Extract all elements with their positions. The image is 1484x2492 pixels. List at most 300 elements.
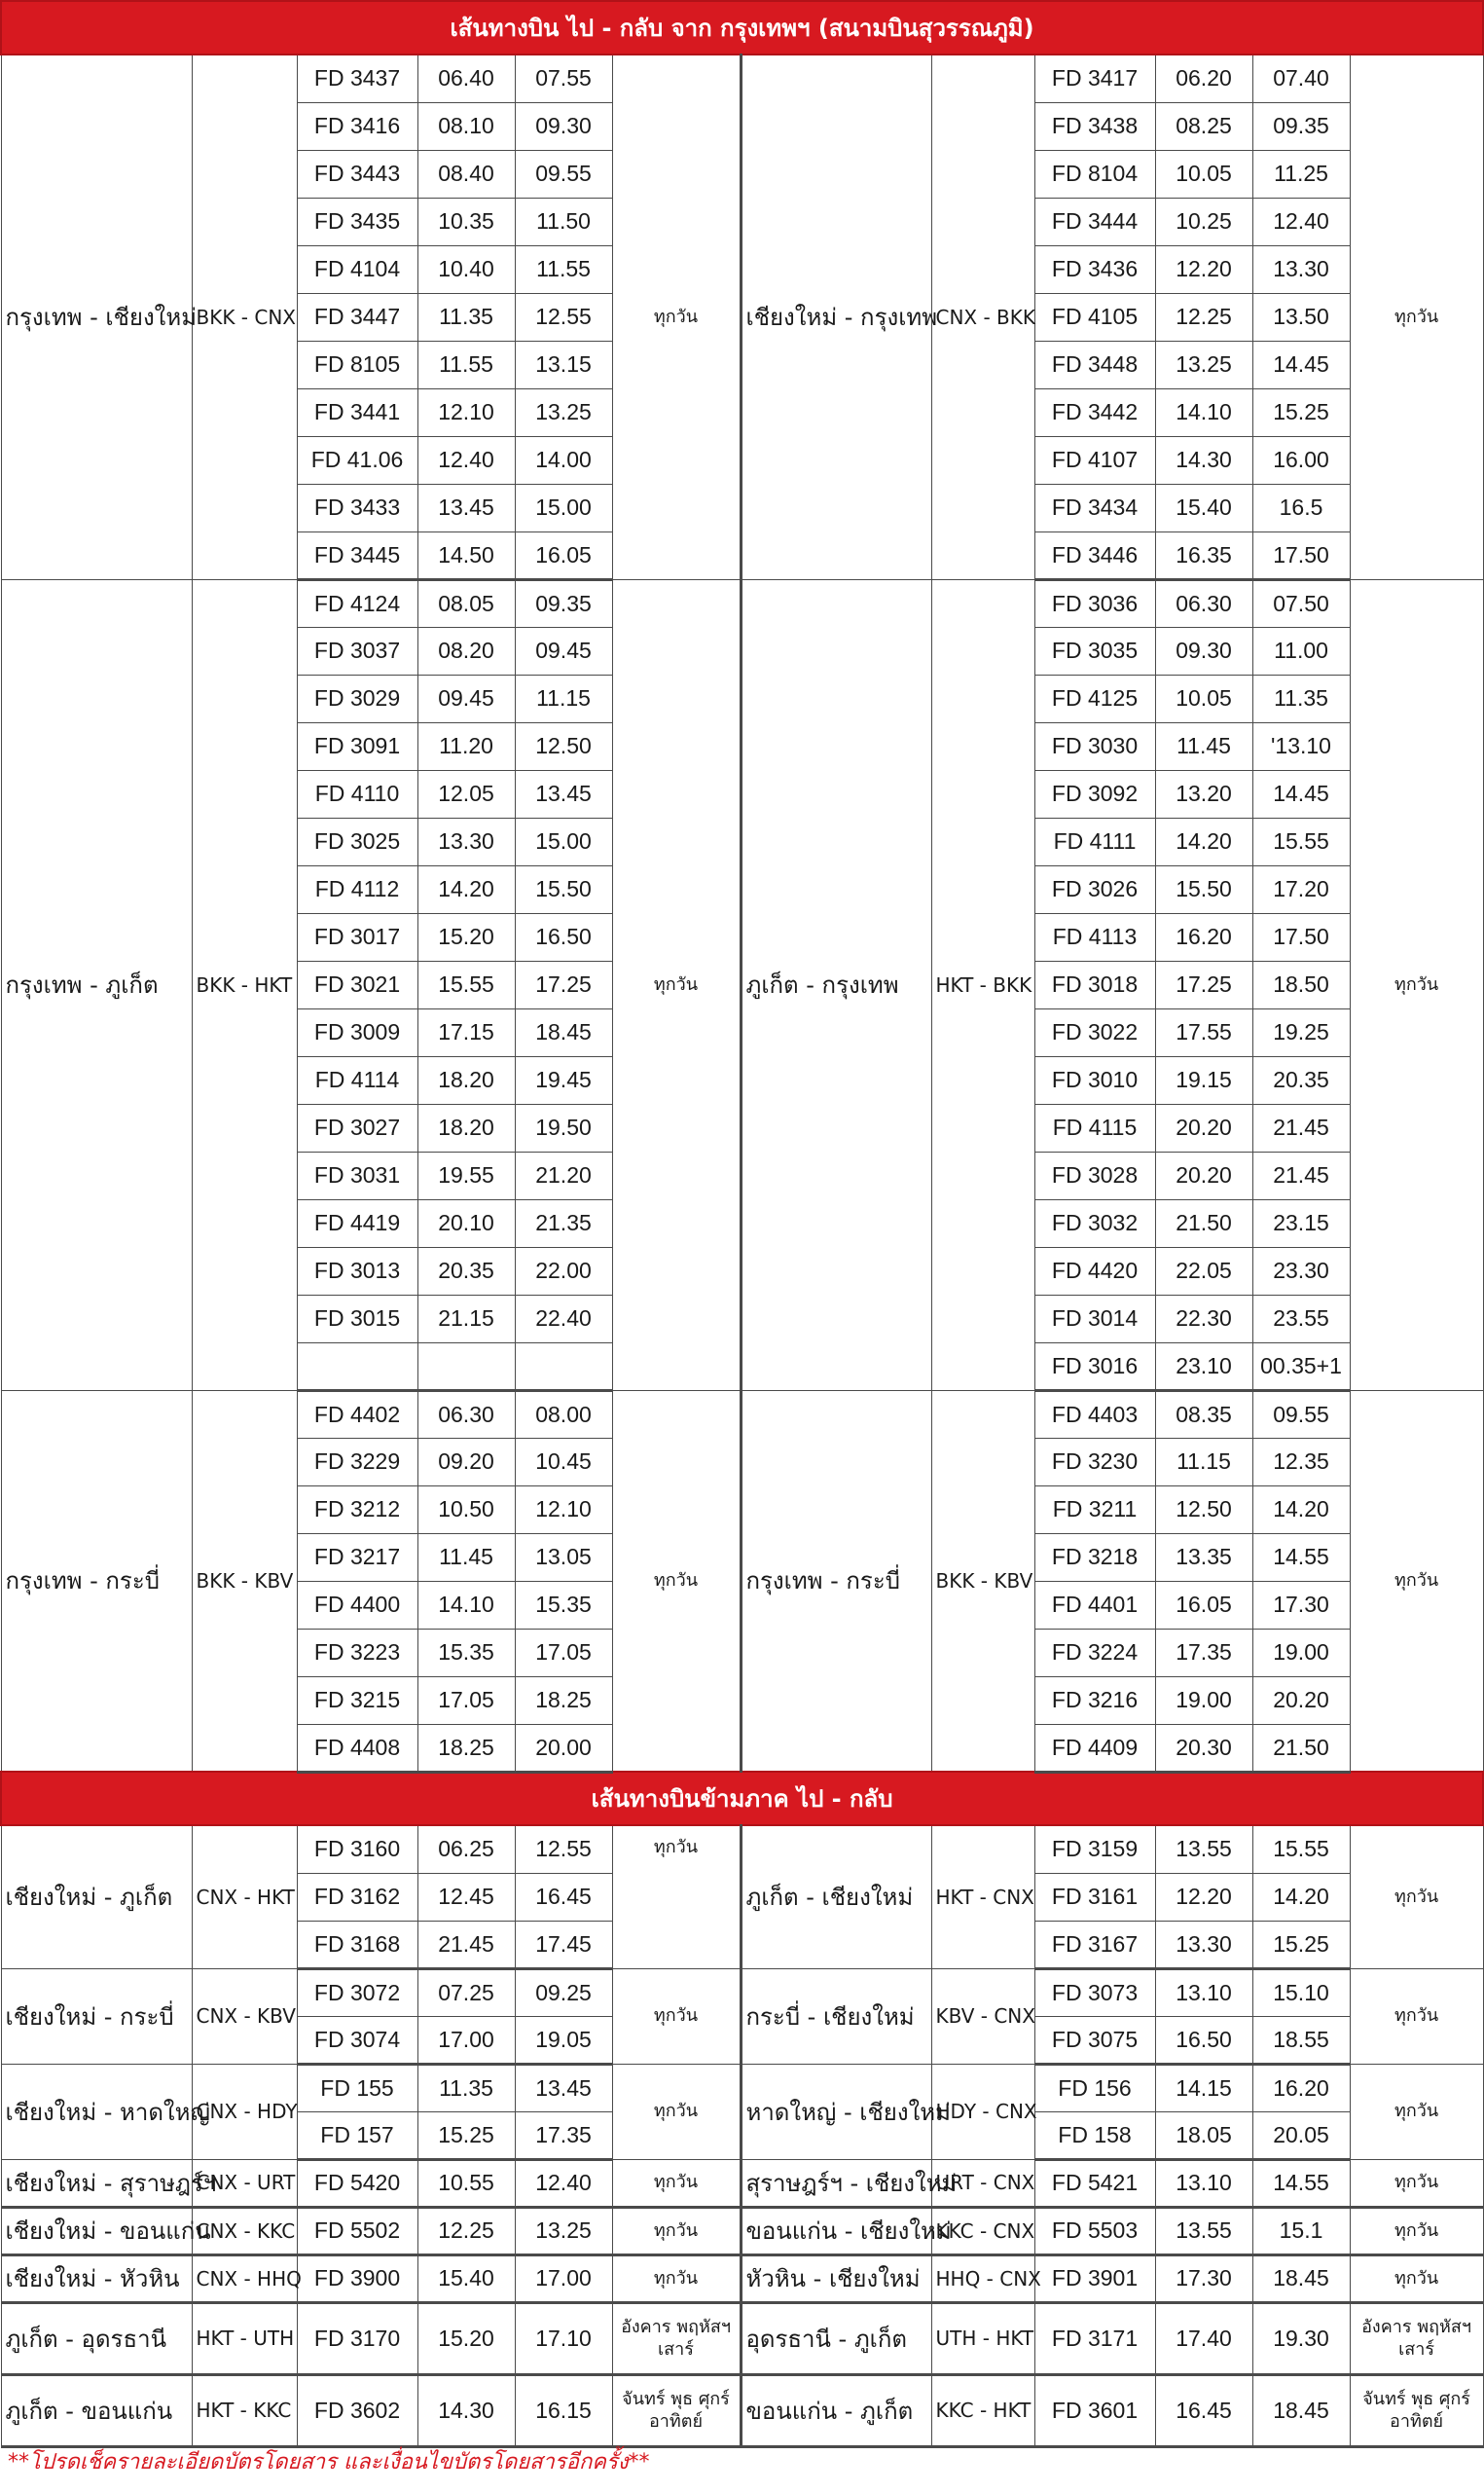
section-header: เส้นทางบินข้ามภาค ไป - กลับ xyxy=(1,1772,1483,1825)
flight-number-outbound: FD 3416 xyxy=(297,102,417,150)
departure-time-return: 16.45 xyxy=(1155,2374,1252,2446)
departure-time-return: 16.05 xyxy=(1155,1581,1252,1629)
departure-time-return: 08.25 xyxy=(1155,102,1252,150)
flight-number-return: FD 5421 xyxy=(1034,2159,1155,2207)
arrival-time-outbound: 09.55 xyxy=(515,150,612,198)
flight-number-return: FD 3230 xyxy=(1034,1438,1155,1485)
flight-row xyxy=(1,1825,1483,1873)
arrival-time-return: 12.40 xyxy=(1252,198,1350,245)
departure-time-outbound: 20.10 xyxy=(417,1199,515,1247)
departure-time-outbound: 13.45 xyxy=(417,484,515,531)
airport-code-outbound: HKT - UTH xyxy=(192,2302,297,2374)
departure-time-outbound: 06.40 xyxy=(417,55,515,102)
departure-time-return: 13.10 xyxy=(1155,1968,1252,2016)
arrival-time-outbound: 14.00 xyxy=(515,436,612,484)
airport-code-return: URT - CNX xyxy=(931,2159,1034,2207)
departure-time-outbound: 09.45 xyxy=(417,675,515,722)
departure-time-return: 22.05 xyxy=(1155,1247,1252,1295)
airport-code-outbound: CNX - HDY xyxy=(192,2064,297,2159)
arrival-time-outbound: 17.25 xyxy=(515,961,612,1008)
flight-number-return: FD 3073 xyxy=(1034,1968,1155,2016)
departure-time-outbound: 07.25 xyxy=(417,1968,515,2016)
flight-row xyxy=(1,1968,1483,2016)
airport-code-outbound: BKK - HKT xyxy=(192,579,297,1390)
arrival-time-return: 16.20 xyxy=(1252,2064,1350,2111)
arrival-time-outbound: 09.35 xyxy=(515,579,612,627)
flight-row xyxy=(1,2064,1483,2111)
arrival-time-outbound: 19.45 xyxy=(515,1056,612,1104)
arrival-time-outbound: 09.30 xyxy=(515,102,612,150)
departure-time-return: 13.55 xyxy=(1155,1825,1252,1873)
departure-time-return: 16.35 xyxy=(1155,531,1252,579)
flight-number-outbound: FD 5420 xyxy=(297,2159,417,2207)
departure-time-outbound: 14.10 xyxy=(417,1581,515,1629)
arrival-time-return: 14.55 xyxy=(1252,1533,1350,1581)
flight-number-return: FD 3028 xyxy=(1034,1152,1155,1199)
operating-days-outbound: ทุกวัน xyxy=(612,1825,741,1968)
departure-time-return: 13.25 xyxy=(1155,341,1252,388)
route-return: เชียงใหม่ - กรุงเทพ xyxy=(741,55,931,579)
arrival-time-return: 17.50 xyxy=(1252,913,1350,961)
departure-time-return: 10.05 xyxy=(1155,675,1252,722)
operating-days-return: ทุกวัน xyxy=(1350,2159,1483,2207)
arrival-time-outbound: 12.55 xyxy=(515,293,612,341)
section-header-row xyxy=(1,1772,1483,1825)
arrival-time-return: 20.35 xyxy=(1252,1056,1350,1104)
departure-time-return: 12.25 xyxy=(1155,293,1252,341)
route-return: ขอนแก่น - ภูเก็ต xyxy=(741,2374,931,2446)
arrival-time-return: 16.00 xyxy=(1252,436,1350,484)
flight-number-outbound: FD 3229 xyxy=(297,1438,417,1485)
arrival-time-outbound: 20.00 xyxy=(515,1724,612,1772)
flight-row xyxy=(1,2207,1483,2254)
departure-time-outbound: 15.20 xyxy=(417,2302,515,2374)
route-outbound: เชียงใหม่ - หัวหิน xyxy=(1,2254,192,2302)
departure-time-outbound: 09.20 xyxy=(417,1438,515,1485)
arrival-time-outbound: 15.50 xyxy=(515,865,612,913)
departure-time-return: 12.20 xyxy=(1155,245,1252,293)
departure-time-return: 06.30 xyxy=(1155,579,1252,627)
arrival-time-outbound xyxy=(515,1342,612,1390)
flight-number-outbound: FD 8105 xyxy=(297,341,417,388)
flight-number-outbound: FD 3025 xyxy=(297,818,417,865)
arrival-time-return: 21.45 xyxy=(1252,1104,1350,1152)
airport-code-outbound: CNX - HKT xyxy=(192,1825,297,1968)
arrival-time-return: 07.40 xyxy=(1252,55,1350,102)
arrival-time-return: 23.15 xyxy=(1252,1199,1350,1247)
departure-time-return: 19.00 xyxy=(1155,1676,1252,1724)
flight-number-return: FD 3026 xyxy=(1034,865,1155,913)
flight-number-return: FD 3032 xyxy=(1034,1199,1155,1247)
flight-number-outbound: FD 3170 xyxy=(297,2302,417,2374)
route-return: อุดรธานี - ภูเก็ต xyxy=(741,2302,931,2374)
flight-number-return: FD 3444 xyxy=(1034,198,1155,245)
arrival-time-return: 19.30 xyxy=(1252,2302,1350,2374)
route-outbound: เชียงใหม่ - กระบี่ xyxy=(1,1968,192,2064)
arrival-time-return: 23.30 xyxy=(1252,1247,1350,1295)
arrival-time-outbound: 08.00 xyxy=(515,1390,612,1438)
arrival-time-outbound: 19.50 xyxy=(515,1104,612,1152)
flight-number-return: FD 3036 xyxy=(1034,579,1155,627)
arrival-time-return: 21.45 xyxy=(1252,1152,1350,1199)
arrival-time-outbound: 19.05 xyxy=(515,2016,612,2064)
route-outbound: เชียงใหม่ - ภูเก็ต xyxy=(1,1825,192,1968)
flight-number-return: FD 3434 xyxy=(1034,484,1155,531)
flight-number-outbound: FD 3074 xyxy=(297,2016,417,2064)
departure-time-outbound: 10.50 xyxy=(417,1485,515,1533)
flight-number-outbound: FD 3015 xyxy=(297,1295,417,1342)
flight-row xyxy=(1,2254,1483,2302)
departure-time-return: 12.20 xyxy=(1155,1873,1252,1921)
departure-time-return: 14.10 xyxy=(1155,388,1252,436)
departure-time-outbound: 11.45 xyxy=(417,1533,515,1581)
route-outbound: กรุงเทพ - เชียงใหม่ xyxy=(1,55,192,579)
departure-time-return: 13.10 xyxy=(1155,2159,1252,2207)
departure-time-outbound: 15.25 xyxy=(417,2111,515,2159)
arrival-time-outbound: 13.25 xyxy=(515,2207,612,2254)
flight-number-outbound: FD 3441 xyxy=(297,388,417,436)
operating-days-outbound: ทุกวัน xyxy=(612,1968,741,2064)
flight-number-return: FD 3167 xyxy=(1034,1921,1155,1968)
footer-note: **โปรดเช็ครายละเอียดบัตรโดยสาร และเงื่อนไขบัตรโดยสารอีกครั้ง** xyxy=(8,2449,650,2474)
flight-number-return: FD 3438 xyxy=(1034,102,1155,150)
flight-number-return: FD 3030 xyxy=(1034,722,1155,770)
operating-days-return: ทุกวัน xyxy=(1350,579,1483,1390)
departure-time-outbound: 15.40 xyxy=(417,2254,515,2302)
departure-time-return: 08.35 xyxy=(1155,1390,1252,1438)
departure-time-return: 10.25 xyxy=(1155,198,1252,245)
flight-number-outbound: FD 3443 xyxy=(297,150,417,198)
operating-days-outbound: อังคาร พฤหัสฯ เสาร์ xyxy=(612,2302,741,2374)
departure-time-return: 21.50 xyxy=(1155,1199,1252,1247)
section-header: เส้นทางบิน ไป - กลับ จาก กรุงเทพฯ (สนามบินสุวรรณภูมิ) xyxy=(1,1,1483,55)
arrival-time-outbound: 18.45 xyxy=(515,1008,612,1056)
departure-time-outbound: 18.20 xyxy=(417,1056,515,1104)
departure-time-outbound: 08.10 xyxy=(417,102,515,150)
flight-number-return: FD 4420 xyxy=(1034,1247,1155,1295)
arrival-time-outbound: 16.45 xyxy=(515,1873,612,1921)
airport-code-outbound: CNX - URT xyxy=(192,2159,297,2207)
airport-code-outbound: CNX - KBV xyxy=(192,1968,297,2064)
arrival-time-return: 17.30 xyxy=(1252,1581,1350,1629)
arrival-time-outbound: 16.50 xyxy=(515,913,612,961)
route-outbound: กรุงเทพ - ภูเก็ต xyxy=(1,579,192,1390)
arrival-time-outbound: 21.35 xyxy=(515,1199,612,1247)
flight-number-return: FD 3211 xyxy=(1034,1485,1155,1533)
departure-time-outbound: 11.35 xyxy=(417,293,515,341)
departure-time-outbound: 10.35 xyxy=(417,198,515,245)
departure-time-outbound: 06.30 xyxy=(417,1390,515,1438)
departure-time-outbound: 14.50 xyxy=(417,531,515,579)
airport-code-return: BKK - KBV xyxy=(931,1390,1034,1772)
airport-code-return: KKC - HKT xyxy=(931,2374,1034,2446)
flight-number-return: FD 3035 xyxy=(1034,627,1155,675)
flight-number-return: FD 3224 xyxy=(1034,1629,1155,1676)
departure-time-return: 17.40 xyxy=(1155,2302,1252,2374)
operating-days-outbound: ทุกวัน xyxy=(612,2159,741,2207)
departure-time-outbound: 12.45 xyxy=(417,1873,515,1921)
arrival-time-return: 12.35 xyxy=(1252,1438,1350,1485)
arrival-time-outbound: 11.55 xyxy=(515,245,612,293)
arrival-time-outbound: 22.00 xyxy=(515,1247,612,1295)
airport-code-outbound: BKK - KBV xyxy=(192,1390,297,1772)
flight-number-outbound: FD 3900 xyxy=(297,2254,417,2302)
flight-number-outbound: FD 3009 xyxy=(297,1008,417,1056)
flight-number-outbound: FD 3160 xyxy=(297,1825,417,1873)
departure-time-return: 17.30 xyxy=(1155,2254,1252,2302)
arrival-time-outbound: 18.25 xyxy=(515,1676,612,1724)
arrival-time-outbound: 21.20 xyxy=(515,1152,612,1199)
departure-time-outbound: 17.15 xyxy=(417,1008,515,1056)
flight-number-outbound: FD 3037 xyxy=(297,627,417,675)
departure-time-outbound: 12.05 xyxy=(417,770,515,818)
operating-days-outbound: ทุกวัน xyxy=(612,55,741,579)
flight-number-outbound: FD 155 xyxy=(297,2064,417,2111)
flight-number-outbound: FD 4408 xyxy=(297,1724,417,1772)
operating-days-outbound: จันทร์ พุธ ศุกร์ อาทิตย์ xyxy=(612,2374,741,2446)
arrival-time-return: 20.20 xyxy=(1252,1676,1350,1724)
flight-number-return: FD 3448 xyxy=(1034,341,1155,388)
departure-time-return: 13.35 xyxy=(1155,1533,1252,1581)
arrival-time-return: 19.25 xyxy=(1252,1008,1350,1056)
arrival-time-return: 15.10 xyxy=(1252,1968,1350,2016)
departure-time-outbound: 13.30 xyxy=(417,818,515,865)
flight-number-return: FD 5503 xyxy=(1034,2207,1155,2254)
departure-time-outbound: 15.55 xyxy=(417,961,515,1008)
departure-time-outbound: 18.20 xyxy=(417,1104,515,1152)
departure-time-outbound: 15.20 xyxy=(417,913,515,961)
departure-time-return: 13.30 xyxy=(1155,1921,1252,1968)
departure-time-return: 11.15 xyxy=(1155,1438,1252,1485)
arrival-time-return: 18.45 xyxy=(1252,2254,1350,2302)
flight-number-return: FD 4401 xyxy=(1034,1581,1155,1629)
arrival-time-outbound: 17.35 xyxy=(515,2111,612,2159)
departure-time-return: 06.20 xyxy=(1155,55,1252,102)
flight-number-return: FD 3092 xyxy=(1034,770,1155,818)
departure-time-outbound: 21.45 xyxy=(417,1921,515,1968)
arrival-time-return: 09.55 xyxy=(1252,1390,1350,1438)
operating-days-return: ทุกวัน xyxy=(1350,1390,1483,1772)
flight-number-return: FD 3446 xyxy=(1034,531,1155,579)
arrival-time-return: 07.50 xyxy=(1252,579,1350,627)
arrival-time-return: 14.45 xyxy=(1252,341,1350,388)
operating-days-return: ทุกวัน xyxy=(1350,2064,1483,2159)
arrival-time-outbound: 16.05 xyxy=(515,531,612,579)
departure-time-return: 20.30 xyxy=(1155,1724,1252,1772)
departure-time-outbound: 21.15 xyxy=(417,1295,515,1342)
flight-row xyxy=(1,55,1483,102)
flight-number-return: FD 4111 xyxy=(1034,818,1155,865)
airport-code-outbound: HKT - KKC xyxy=(192,2374,297,2446)
operating-days-outbound: ทุกวัน xyxy=(612,579,741,1390)
flight-number-outbound: FD 4400 xyxy=(297,1581,417,1629)
flight-number-return: FD 3010 xyxy=(1034,1056,1155,1104)
section-header-row xyxy=(1,1,1483,55)
departure-time-return: 13.20 xyxy=(1155,770,1252,818)
flight-row xyxy=(1,2302,1483,2374)
arrival-time-return: 11.35 xyxy=(1252,675,1350,722)
arrival-time-outbound: 11.15 xyxy=(515,675,612,722)
airport-code-outbound: CNX - KKC xyxy=(192,2207,297,2254)
operating-days-outbound: ทุกวัน xyxy=(612,2207,741,2254)
departure-time-return: 12.50 xyxy=(1155,1485,1252,1533)
flight-number-outbound: FD 3217 xyxy=(297,1533,417,1581)
arrival-time-return: 15.1 xyxy=(1252,2207,1350,2254)
arrival-time-outbound: 07.55 xyxy=(515,55,612,102)
flight-number-return: FD 3216 xyxy=(1034,1676,1155,1724)
arrival-time-return: '13.10 xyxy=(1252,722,1350,770)
flight-number-return: FD 4409 xyxy=(1034,1724,1155,1772)
departure-time-return: 09.30 xyxy=(1155,627,1252,675)
flight-number-outbound: FD 3445 xyxy=(297,531,417,579)
airport-code-return: KKC - CNX xyxy=(931,2207,1034,2254)
departure-time-outbound: 08.05 xyxy=(417,579,515,627)
arrival-time-return: 19.00 xyxy=(1252,1629,1350,1676)
arrival-time-return: 15.55 xyxy=(1252,1825,1350,1873)
arrival-time-return: 15.55 xyxy=(1252,818,1350,865)
flight-number-return: FD 3159 xyxy=(1034,1825,1155,1873)
flight-number-outbound: FD 3215 xyxy=(297,1676,417,1724)
flight-number-outbound: FD 3072 xyxy=(297,1968,417,2016)
arrival-time-return: 16.5 xyxy=(1252,484,1350,531)
arrival-time-outbound: 16.15 xyxy=(515,2374,612,2446)
departure-time-return: 14.15 xyxy=(1155,2064,1252,2111)
flight-number-outbound: FD 3021 xyxy=(297,961,417,1008)
flight-number-return: FD 3022 xyxy=(1034,1008,1155,1056)
flight-number-return: FD 3901 xyxy=(1034,2254,1155,2302)
operating-days-return: ทุกวัน xyxy=(1350,55,1483,579)
arrival-time-outbound: 13.05 xyxy=(515,1533,612,1581)
route-return: กระบี่ - เชียงใหม่ xyxy=(741,1968,931,2064)
departure-time-return: 17.25 xyxy=(1155,961,1252,1008)
departure-time-outbound: 12.40 xyxy=(417,436,515,484)
route-outbound: ภูเก็ต - อุดรธานี xyxy=(1,2302,192,2374)
arrival-time-return: 11.25 xyxy=(1252,150,1350,198)
flight-number-outbound: FD 3168 xyxy=(297,1921,417,1968)
departure-time-return: 17.35 xyxy=(1155,1629,1252,1676)
flight-number-outbound: FD 3212 xyxy=(297,1485,417,1533)
flight-number-outbound: FD 3031 xyxy=(297,1152,417,1199)
flight-number-return: FD 3218 xyxy=(1034,1533,1155,1581)
flight-number-outbound: FD 3162 xyxy=(297,1873,417,1921)
flight-row xyxy=(1,579,1483,627)
route-outbound: เชียงใหม่ - ขอนแก่น xyxy=(1,2207,192,2254)
arrival-time-return: 14.55 xyxy=(1252,2159,1350,2207)
flight-number-return: FD 3417 xyxy=(1034,55,1155,102)
operating-days-outbound: ทุกวัน xyxy=(612,2254,741,2302)
departure-time-outbound: 17.05 xyxy=(417,1676,515,1724)
flight-number-outbound: FD 3013 xyxy=(297,1247,417,1295)
arrival-time-return: 17.50 xyxy=(1252,531,1350,579)
flight-number-outbound: FD 5502 xyxy=(297,2207,417,2254)
route-return: ภูเก็ต - เชียงใหม่ xyxy=(741,1825,931,1968)
flight-number-return: FD 156 xyxy=(1034,2064,1155,2111)
arrival-time-outbound: 15.00 xyxy=(515,484,612,531)
departure-time-outbound: 19.55 xyxy=(417,1152,515,1199)
arrival-time-outbound: 11.50 xyxy=(515,198,612,245)
departure-time-return: 13.55 xyxy=(1155,2207,1252,2254)
arrival-time-return: 14.20 xyxy=(1252,1485,1350,1533)
departure-time-outbound xyxy=(417,1342,515,1390)
departure-time-outbound: 18.25 xyxy=(417,1724,515,1772)
flight-number-outbound: FD 3091 xyxy=(297,722,417,770)
arrival-time-outbound: 17.10 xyxy=(515,2302,612,2374)
flight-number-outbound: FD 157 xyxy=(297,2111,417,2159)
flight-number-outbound: FD 3433 xyxy=(297,484,417,531)
arrival-time-return: 17.20 xyxy=(1252,865,1350,913)
airport-code-return: HKT - CNX xyxy=(931,1825,1034,1968)
flight-number-outbound: FD 3027 xyxy=(297,1104,417,1152)
flight-number-return: FD 4107 xyxy=(1034,436,1155,484)
arrival-time-return: 15.25 xyxy=(1252,1921,1350,1968)
airport-code-outbound: BKK - CNX xyxy=(192,55,297,579)
flight-number-outbound: FD 4110 xyxy=(297,770,417,818)
airport-code-return: KBV - CNX xyxy=(931,1968,1034,2064)
flight-number-outbound: FD 4402 xyxy=(297,1390,417,1438)
flight-number-outbound: FD 3447 xyxy=(297,293,417,341)
flight-number-return: FD 3016 xyxy=(1034,1342,1155,1390)
departure-time-outbound: 17.00 xyxy=(417,2016,515,2064)
airport-code-return: HHQ - CNX xyxy=(931,2254,1034,2302)
departure-time-return: 10.05 xyxy=(1155,150,1252,198)
flight-number-outbound: FD 4124 xyxy=(297,579,417,627)
flight-number-outbound: FD 4114 xyxy=(297,1056,417,1104)
arrival-time-return: 13.30 xyxy=(1252,245,1350,293)
flight-number-return: FD 4113 xyxy=(1034,913,1155,961)
flight-number-outbound xyxy=(297,1342,417,1390)
arrival-time-return: 20.05 xyxy=(1252,2111,1350,2159)
flight-number-outbound: FD 4112 xyxy=(297,865,417,913)
flight-number-return: FD 3601 xyxy=(1034,2374,1155,2446)
departure-time-outbound: 11.35 xyxy=(417,2064,515,2111)
airport-code-return: HKT - BKK xyxy=(931,579,1034,1390)
flight-number-outbound: FD 3437 xyxy=(297,55,417,102)
arrival-time-outbound: 12.55 xyxy=(515,1825,612,1873)
arrival-time-return: 18.45 xyxy=(1252,2374,1350,2446)
arrival-time-outbound: 17.05 xyxy=(515,1629,612,1676)
flight-number-return: FD 3018 xyxy=(1034,961,1155,1008)
flight-row xyxy=(1,2159,1483,2207)
arrival-time-return: 18.55 xyxy=(1252,2016,1350,2064)
operating-days-return: ทุกวัน xyxy=(1350,1825,1483,1968)
departure-time-outbound: 10.55 xyxy=(417,2159,515,2207)
arrival-time-outbound: 13.45 xyxy=(515,2064,612,2111)
flight-number-outbound: FD 41.06 xyxy=(297,436,417,484)
airport-code-return: CNX - BKK xyxy=(931,55,1034,579)
arrival-time-return: 18.50 xyxy=(1252,961,1350,1008)
arrival-time-outbound: 09.25 xyxy=(515,1968,612,2016)
arrival-time-return: 00.35+1 xyxy=(1252,1342,1350,1390)
arrival-time-return: 21.50 xyxy=(1252,1724,1350,1772)
flight-number-return: FD 3075 xyxy=(1034,2016,1155,2064)
arrival-time-return: 15.25 xyxy=(1252,388,1350,436)
departure-time-return: 16.50 xyxy=(1155,2016,1252,2064)
airport-code-return: HDY - CNX xyxy=(931,2064,1034,2159)
operating-days-outbound: ทุกวัน xyxy=(612,1390,741,1772)
flight-number-return: FD 4125 xyxy=(1034,675,1155,722)
arrival-time-return: 14.45 xyxy=(1252,770,1350,818)
operating-days-return: จันทร์ พุธ ศุกร์ อาทิตย์ xyxy=(1350,2374,1483,2446)
departure-time-outbound: 15.35 xyxy=(417,1629,515,1676)
route-outbound: ภูเก็ต - ขอนแก่น xyxy=(1,2374,192,2446)
flight-number-return: FD 3171 xyxy=(1034,2302,1155,2374)
route-return: กรุงเทพ - กระบี่ xyxy=(741,1390,931,1772)
departure-time-return: 16.20 xyxy=(1155,913,1252,961)
flight-row xyxy=(1,1390,1483,1438)
arrival-time-outbound: 09.45 xyxy=(515,627,612,675)
flight-number-return: FD 3014 xyxy=(1034,1295,1155,1342)
route-outbound: เชียงใหม่ - หาดใหญ่ xyxy=(1,2064,192,2159)
